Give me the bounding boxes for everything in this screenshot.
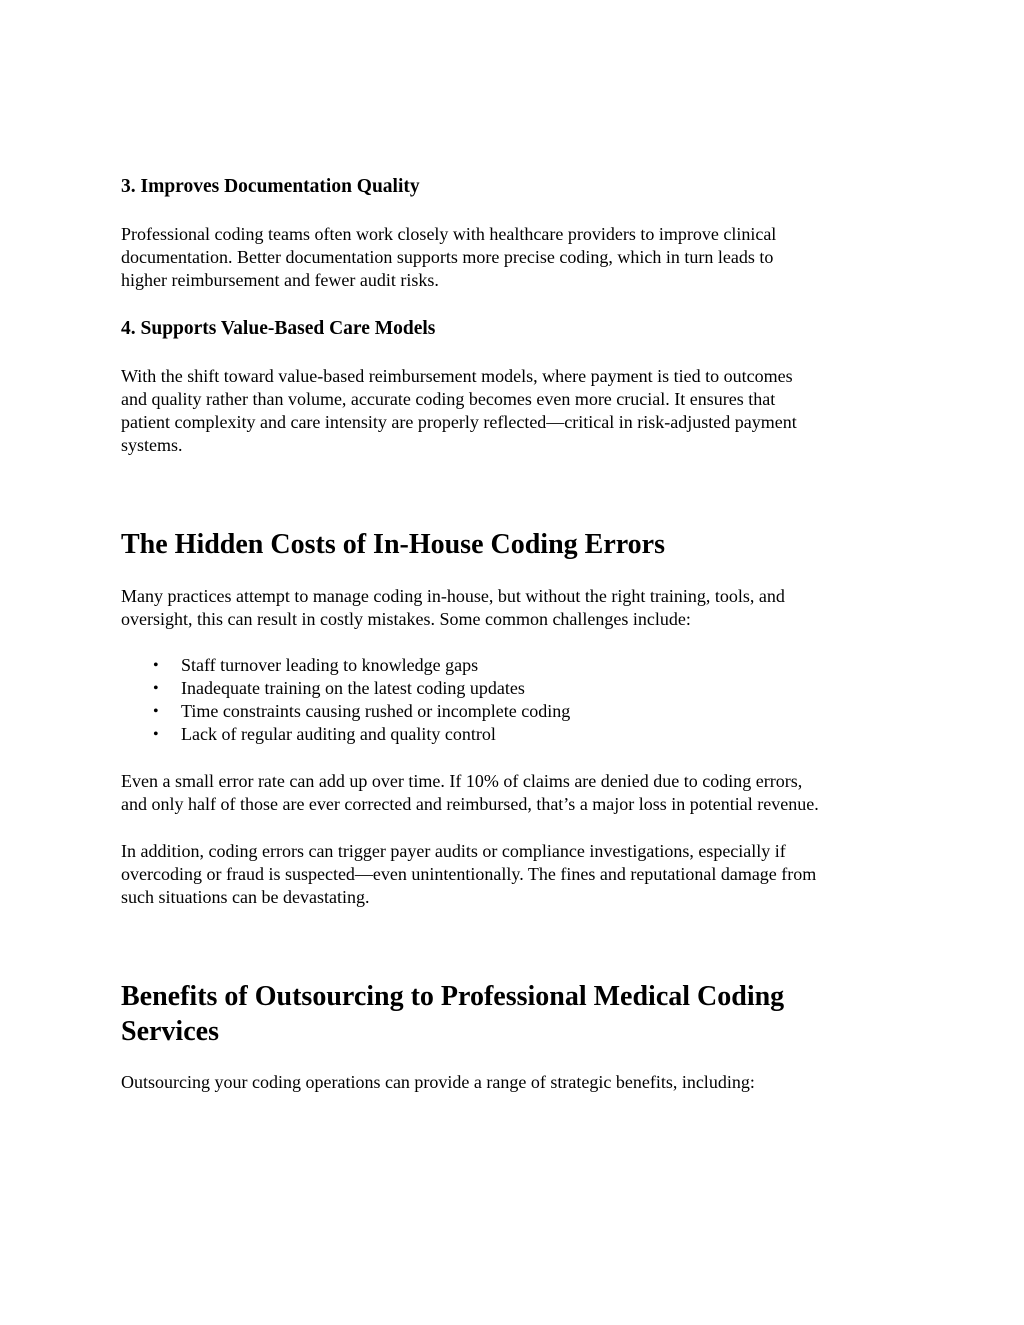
paragraph-line: oversight, this can result in costly mistakes. Some common challenges include:	[121, 609, 691, 629]
section-4-paragraph	[121, 365, 911, 457]
list-item-text: Lack of regular auditing and quality control	[181, 724, 496, 744]
list-item-text: Inadequate training on the latest coding updates	[181, 678, 525, 698]
bullet-icon: •	[153, 657, 159, 674]
paragraph-line: higher reimbursement and fewer audit risks.	[121, 270, 439, 290]
paragraph-line: Even a small error rate can add up over time. If 10% of claims are denied due to coding errors,	[121, 771, 803, 791]
benefits-intro: Outsourcing your coding operations can provide a range of strategic benefits, including:	[121, 1072, 755, 1092]
bullet-icon: •	[153, 703, 159, 720]
section-4-heading: 4. Supports Value-Based Care Models	[121, 318, 436, 339]
error-rate-paragraph	[121, 770, 911, 816]
paragraph-line: and only half of those are ever corrected and reimbursed, that’s a major loss in potential revenue.	[121, 794, 819, 814]
paragraph-line: Many practices attempt to manage coding in-house, but without the right training, tools, and	[121, 586, 785, 606]
bullet-icon: •	[153, 680, 159, 697]
paragraph-line: overcoding or fraud is suspected—even unintentionally. The fines and reputational damage from	[121, 864, 817, 884]
audit-risk-paragraph	[121, 840, 911, 909]
challenges-list	[121, 654, 911, 746]
heading-line: Services	[121, 1016, 219, 1047]
section-3-heading: 3. Improves Documentation Quality	[121, 176, 420, 197]
list-item-text: Time constraints causing rushed or incomplete coding	[181, 701, 571, 721]
hidden-costs-heading: The Hidden Costs of In-House Coding Errors	[121, 529, 666, 560]
paragraph-line: and quality rather than volume, accurate coding becomes even more crucial. It ensures that	[121, 389, 776, 409]
paragraph-line: With the shift toward value-based reimbursement models, where payment is tied to outcomes	[121, 366, 793, 386]
list-item	[121, 700, 911, 723]
paragraph-line: In addition, coding errors can trigger payer audits or compliance investigations, especially if	[121, 841, 786, 861]
list-item	[121, 723, 911, 746]
hidden-costs-intro	[121, 585, 911, 631]
list-item	[121, 677, 911, 700]
paragraph-line: systems.	[121, 435, 183, 455]
paragraph-line: documentation. Better documentation supports more precise coding, which in turn leads to	[121, 247, 774, 267]
bullet-icon: •	[153, 726, 159, 743]
paragraph-line: such situations can be devastating.	[121, 887, 370, 907]
paragraph-line: Professional coding teams often work closely with healthcare providers to improve clinical	[121, 224, 777, 244]
list-item	[121, 654, 911, 677]
paragraph-line: patient complexity and care intensity are properly reflected—critical in risk-adjusted payment	[121, 412, 797, 432]
heading-line: Benefits of Outsourcing to Professional Medical Coding	[121, 981, 785, 1012]
list-item-text: Staff turnover leading to knowledge gaps	[181, 655, 479, 675]
benefits-heading	[121, 979, 911, 1049]
section-3-paragraph	[121, 223, 911, 292]
